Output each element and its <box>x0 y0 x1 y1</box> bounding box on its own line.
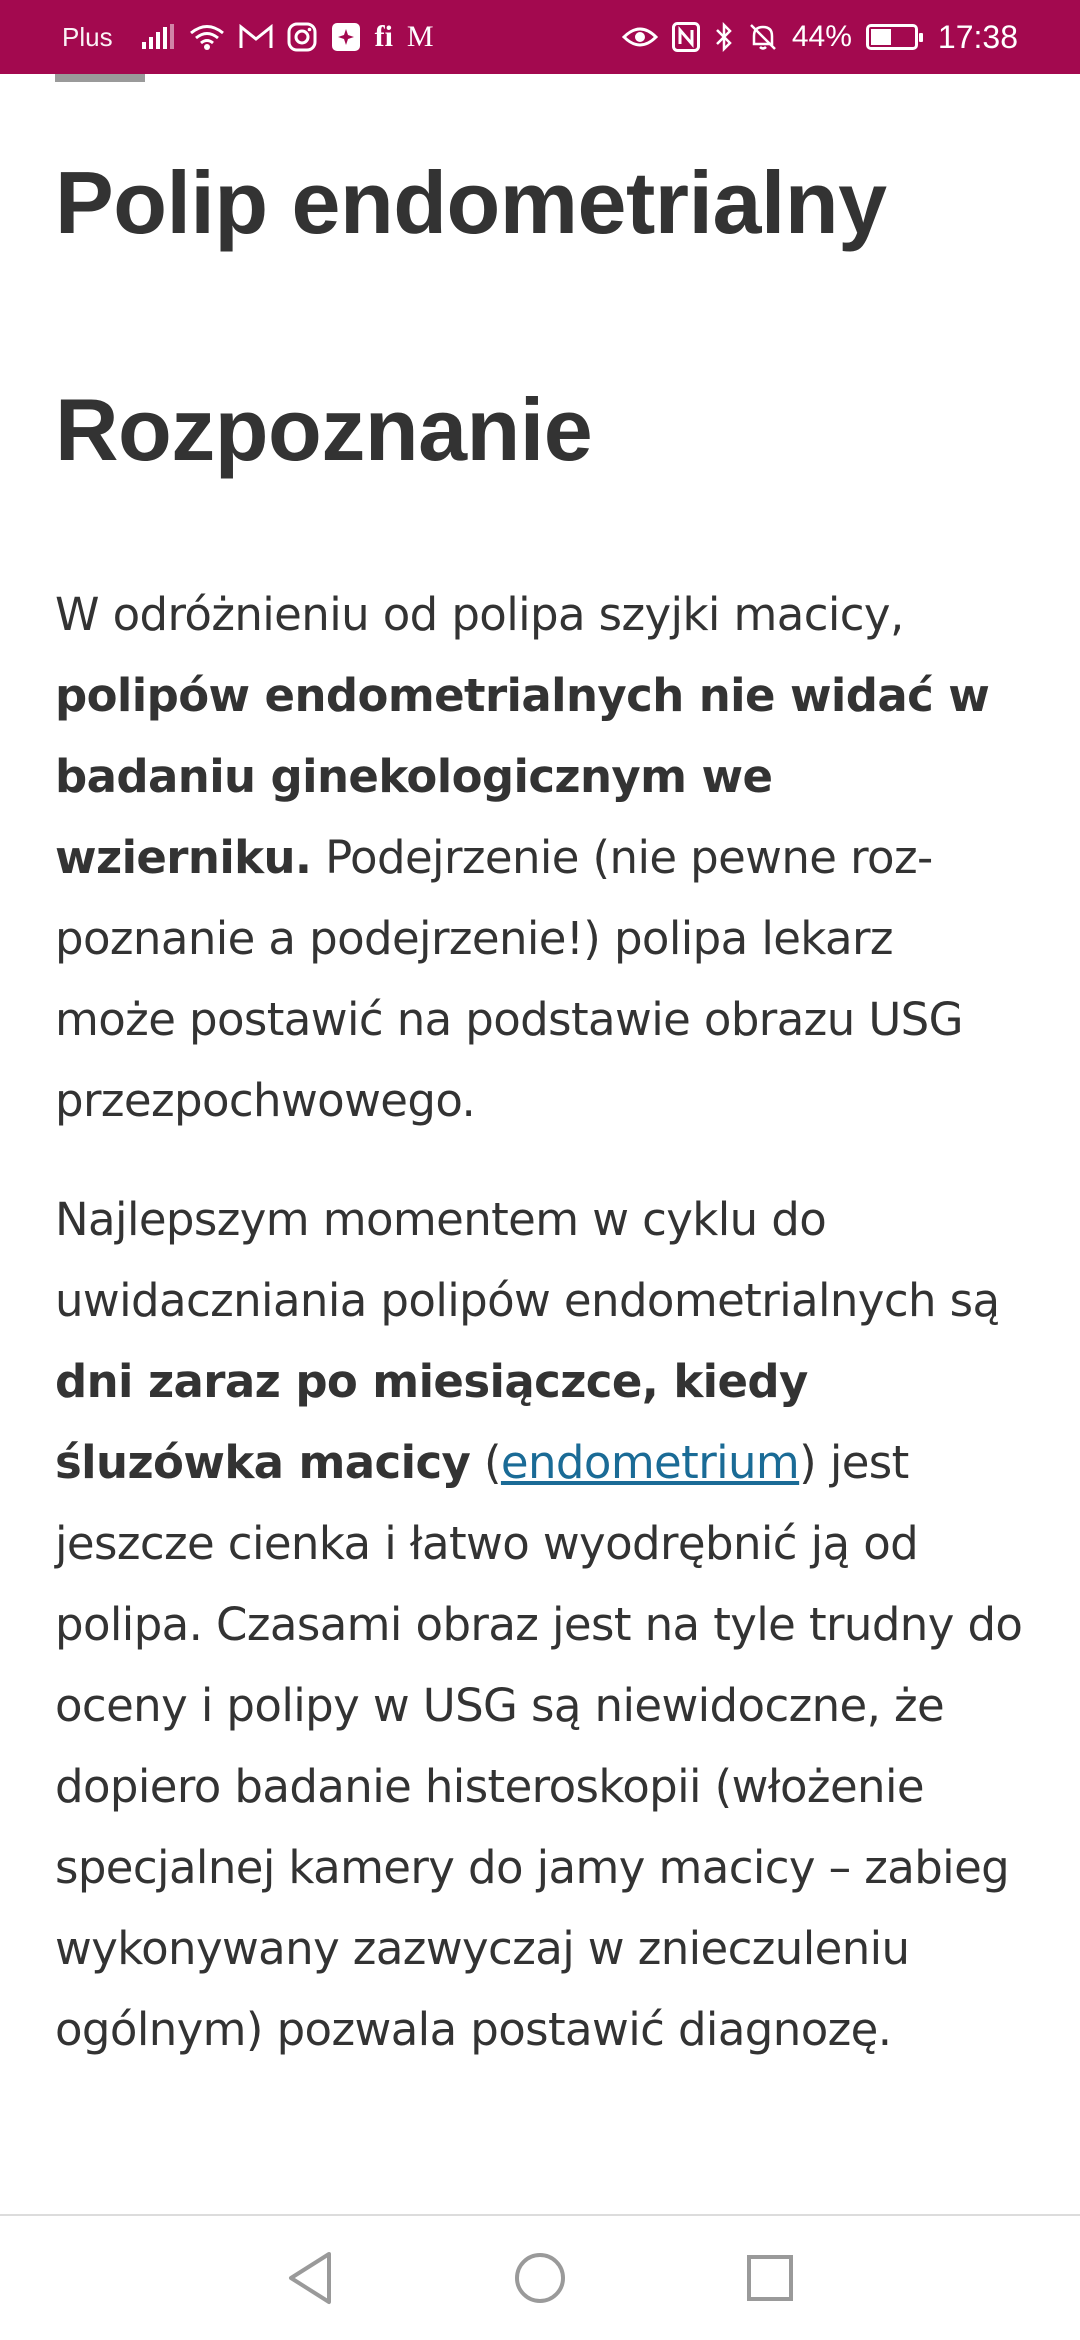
paragraph-diagnosis <box>55 574 1025 1141</box>
paragraph-bold-text: polipów endometrialnych nie widać w badaniu ginekologicznym we wzierniku. <box>55 668 990 884</box>
paragraph-text: ( <box>470 1435 501 1489</box>
navigation-bar <box>0 2214 1080 2340</box>
back-button[interactable] <box>275 2243 345 2313</box>
nfc-icon <box>672 22 700 52</box>
paragraph-text: Podejrzenie (nie pewne rozpoznanie a podejrzenie!) polipa lekarz może postawić na podstawie obrazu USG przezpochwowego. <box>55 830 963 1127</box>
section-heading: Rozpoznanie <box>55 379 593 479</box>
bluetooth-icon <box>714 22 734 52</box>
back-icon <box>285 2250 335 2306</box>
article-title: Polip endometrialny <box>55 153 887 252</box>
paragraph-text: W odróżnieniu od polipa szyjki macicy, <box>55 587 904 641</box>
wifi-icon <box>189 23 225 51</box>
paragraph-text: Najlepszym momentem w cyklu do uwidaczniania polipów endometrialnych są <box>55 1192 1000 1327</box>
instagram-icon <box>287 22 317 52</box>
medium-icon: M <box>406 20 434 53</box>
paragraph-text: ) jest jeszcze cienka i łatwo wyodrębnić ją od polipa. Czasami obraz jest na tyle trudny do oceny i polipy w USG są niewidoczne, że dopiero badanie histeroskopii (włożenie specjalnej kamery do jamy macicy – zabieg wykonywany zazwyczaj w znieczuleniu ogólnym) pozwala postawić diagnozę. <box>55 1435 1023 2056</box>
recents-button[interactable] <box>735 2243 805 2313</box>
status-bar-left <box>62 22 434 53</box>
app-icon <box>331 22 361 52</box>
carrier-label: Plus <box>62 21 113 52</box>
eye-icon <box>622 25 658 49</box>
home-button[interactable] <box>505 2243 575 2313</box>
recents-icon <box>746 2254 794 2302</box>
battery-percent: 44% <box>791 20 852 53</box>
signal-icon <box>141 24 175 50</box>
mute-icon <box>748 22 778 52</box>
status-bar-right <box>622 19 1018 56</box>
status-bar <box>0 0 1080 74</box>
endometrium-link[interactable]: endometrium <box>500 1435 800 1489</box>
battery-icon <box>866 24 918 50</box>
scroll-indicator <box>55 74 145 82</box>
home-icon <box>513 2251 567 2305</box>
paragraph-timing <box>55 1179 1025 2070</box>
gmail-icon <box>239 24 273 50</box>
fi-icon: fi <box>374 20 393 53</box>
article-content <box>55 120 1025 2070</box>
clock: 17:38 <box>937 18 1018 55</box>
paragraph-bold-text: dni zaraz po miesiączce, kiedy śluzówka macicy <box>55 1354 808 1489</box>
